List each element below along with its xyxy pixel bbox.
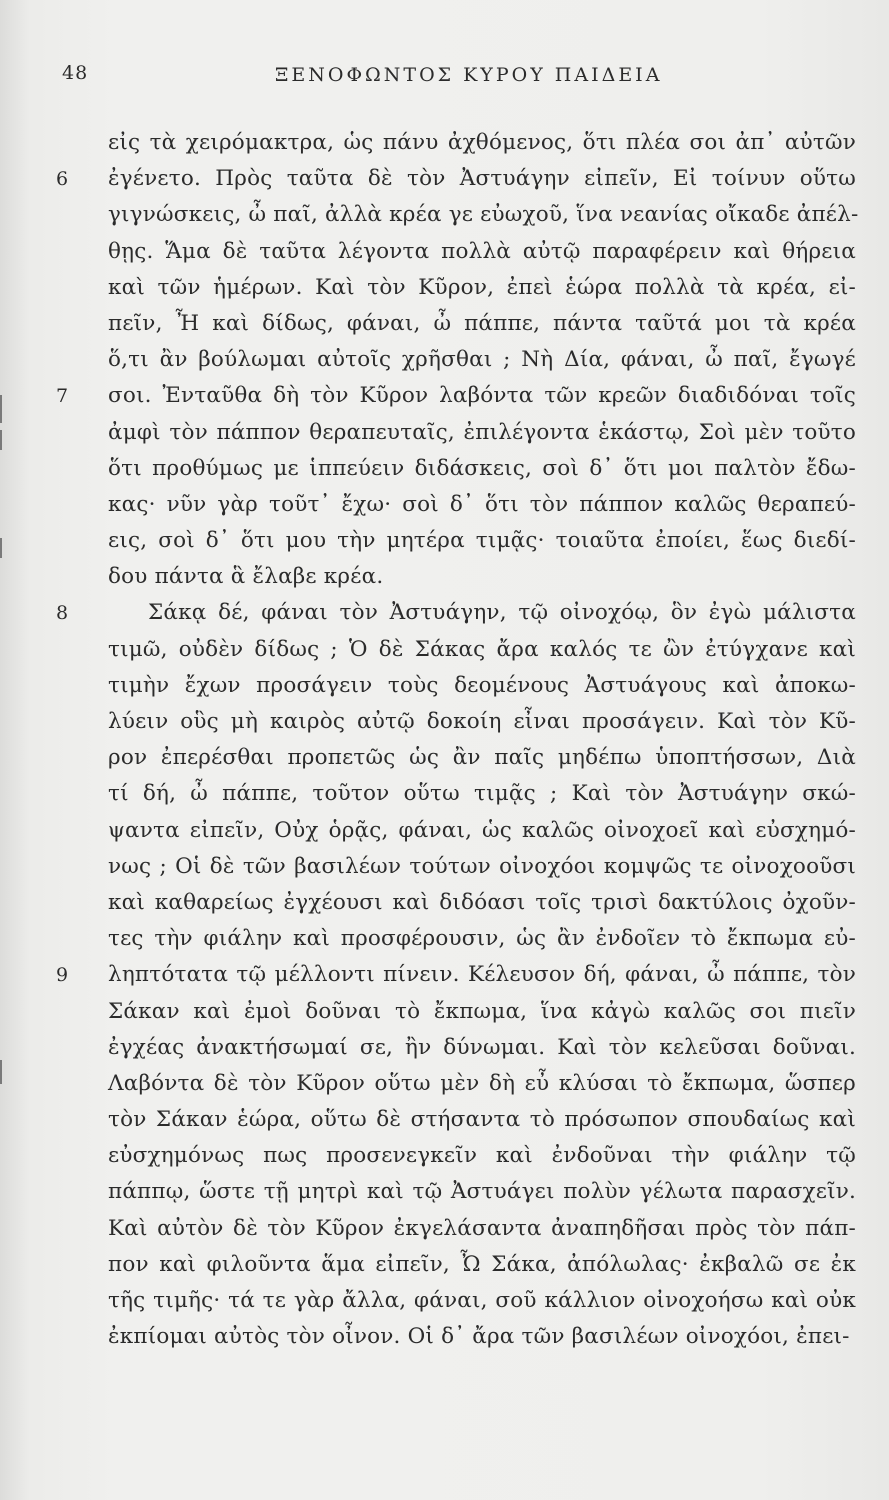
line-text: δου πάντα ἃ ἔλαβε κρέα. bbox=[108, 564, 384, 590]
text-line bbox=[108, 1138, 856, 1174]
text-line bbox=[108, 668, 856, 704]
page-header bbox=[0, 62, 889, 92]
text-line bbox=[56, 595, 856, 631]
line-text: πεῖν, Ἦ καὶ δίδως, φάναι, ὦ πάππε, πάντα ταῦτά μοι τὰ κρέα bbox=[108, 310, 856, 336]
line-text: τὸν Σάκαν ἑώρα, οὕτω δὲ στήσαντα τὸ πρόσωπον σπουδαίως καὶ bbox=[108, 1107, 856, 1133]
line-text: τιμὴν ἔχων προσάγειν τοὺς δεομένους Ἀστυάγους καὶ ἀποκω- bbox=[108, 672, 856, 698]
text-line bbox=[108, 1319, 856, 1355]
text-line bbox=[108, 559, 856, 595]
text-line bbox=[108, 306, 856, 342]
line-text: γιγνώσκεις, ὦ παῖ, ἀλλὰ κρέα γε εὐωχοῦ, ἵνα νεανίας οἴκαδε ἀπέλ- bbox=[108, 202, 859, 228]
text-line bbox=[56, 957, 856, 993]
line-text: τί δή, ὦ πάππε, τοῦτον οὕτω τιμᾷς ; Καὶ τὸν Ἀστυάγην σκώ- bbox=[108, 781, 856, 807]
line-text: πάππῳ, ὥστε τῇ μητρὶ καὶ τῷ Ἀστυάγει πολὺν γέλωτα παρασχεῖν. bbox=[108, 1179, 856, 1205]
line-text: ἐγχέας ἀνακτήσωμαί σε, ἢν δύνωμαι. Καὶ τὸν κελεῦσαι δοῦναι. bbox=[108, 1034, 856, 1060]
text-line bbox=[108, 632, 856, 668]
section-number: 7 bbox=[56, 385, 69, 408]
text-line bbox=[108, 921, 856, 957]
line-text: τιμῶ, οὐδὲν δίδως ; Ὁ δὲ Σάκας ἄρα καλός τε ὢν ἐτύγχανε καὶ bbox=[108, 636, 856, 662]
line-text: θῃς. Ἅμα δὲ ταῦτα λέγοντα πολλὰ αὐτῷ παραφέρειν καὶ θήρεια bbox=[108, 238, 856, 264]
line-text: ἐκπίομαι αὐτὸς τὸν οἶνον. Οἱ δ᾽ ἄρα τῶν βασιλέων οἰνοχόοι, ἐπει- bbox=[108, 1324, 850, 1350]
line-text: ὅτι προθύμως με ἱππεύειν διδάσκεις, σοὶ δ᾽ ὅτι μοι παλτὸν ἔδω- bbox=[108, 455, 856, 481]
text-line bbox=[108, 125, 856, 161]
line-text: Σάκαν καὶ ἐμοὶ δοῦναι τὸ ἔκπωμα, ἵνα κἀγὼ καλῶς σοι πιεῖν bbox=[108, 998, 856, 1024]
page-number: 48 bbox=[62, 62, 89, 84]
text-line bbox=[108, 451, 856, 487]
text-line bbox=[108, 523, 856, 559]
text-line bbox=[108, 994, 856, 1030]
running-title: ΞΕΝΟΦΩΝΤΟΣ ΚΥΡΟΥ ΠΑΙΔΕΙΑ bbox=[275, 64, 663, 86]
line-text: τῆς τιμῆς· τά τε γὰρ ἄλλα, φάναι, σοῦ κάλλιον οἰνοχοήσω καὶ οὐκ bbox=[108, 1288, 856, 1313]
section-number: 6 bbox=[56, 168, 69, 191]
line-text: ψαντα εἰπεῖν, Οὐχ ὁρᾷς, φάναι, ὡς καλῶς οἰνοχοεῖ καὶ εὐσχημό- bbox=[108, 817, 856, 843]
line-text: σοι. Ἐνταῦθα δὴ τὸν Κῦρον λαβόντα τῶν κρεῶν διαδιδόναι τοῖς bbox=[108, 383, 856, 409]
line-text: τες τὴν φιάλην καὶ προσφέρουσιν, ὡς ἂν ἐνδοῖεν τὸ ἔκπωμα εὐ- bbox=[108, 926, 856, 952]
text-line bbox=[108, 1102, 856, 1138]
text-line bbox=[108, 234, 856, 270]
text-line bbox=[108, 813, 856, 849]
text-line bbox=[108, 740, 856, 776]
line-text: ρον ἐπερέσθαι προπετῶς ὡς ἂν παῖς μηδέπω ὑποπτήσσων, Διὰ bbox=[108, 745, 856, 771]
line-text: ἐγένετο. Πρὸς ταῦτα δὲ τὸν Ἀστυάγην εἰπεῖν, Εἰ τοίνυν οὕτω bbox=[108, 166, 856, 192]
text-line bbox=[108, 1066, 856, 1102]
margin-mark bbox=[0, 430, 2, 450]
text-line bbox=[56, 378, 856, 414]
line-text: πον καὶ φιλοῦντα ἅμα εἰπεῖν, Ὦ Σάκα, ἀπόλωλας· ἐκβαλῶ σε ἐκ bbox=[108, 1251, 856, 1277]
margin-mark bbox=[0, 395, 2, 423]
text-line bbox=[108, 1211, 856, 1247]
margin-mark bbox=[0, 1060, 2, 1084]
section-number: 8 bbox=[56, 602, 69, 625]
text-line bbox=[108, 1174, 856, 1210]
text-line bbox=[108, 849, 856, 885]
section-number: 9 bbox=[56, 964, 69, 987]
line-text: καὶ τῶν ἡμέρων. Καὶ τὸν Κῦρον, ἐπεὶ ἑώρα πολλὰ τὰ κρέα, εἰ- bbox=[108, 274, 856, 300]
line-text: ἀμφὶ τὸν πάππον θεραπευταῖς, ἐπιλέγοντα ἑκάστῳ, Σοὶ μὲν τοῦτο bbox=[108, 419, 856, 445]
line-text: λύειν οὓς μὴ καιρὸς αὐτῷ δοκοίη εἶναι προσάγειν. Καὶ τὸν Κῦ- bbox=[108, 709, 856, 734]
line-text: Λαβόντα δὲ τὸν Κῦρον οὕτω μὲν δὴ εὖ κλύσαι τὸ ἔκπωμα, ὥσπερ bbox=[108, 1070, 856, 1096]
text-line bbox=[108, 776, 856, 812]
line-text: Καὶ αὐτὸν δὲ τὸν Κῦρον ἐκγελάσαντα ἀναπηδῆσαι πρὸς τὸν πάπ- bbox=[108, 1215, 856, 1241]
margin-mark bbox=[0, 538, 2, 558]
line-text: ὅ,τι ἂν βούλωμαι αὐτοῖς χρῆσθαι ; Νὴ Δία, φάναι, ὦ παῖ, ἔγωγέ bbox=[108, 347, 856, 373]
text-line bbox=[108, 342, 856, 378]
line-text: Σάκᾳ δέ, φάναι τὸν Ἀστυάγην, τῷ οἰνοχόῳ, ὃν ἐγὼ μάλιστα bbox=[148, 600, 856, 626]
line-text: ληπτότατα τῷ μέλλοντι πίνειν. Κέλευσον δή, φάναι, ὦ πάππε, τὸν bbox=[108, 962, 856, 988]
line-text: καὶ καθαρείως ἐγχέουσι καὶ διδόασι τοῖς τρισὶ δακτύλοις ὀχοῦν- bbox=[108, 889, 856, 915]
line-text: εις, σοὶ δ᾽ ὅτι μου τὴν μητέρα τιμᾷς· τοιαῦτα ἐποίει, ἕως διεδί- bbox=[108, 528, 856, 554]
text-line bbox=[108, 1247, 856, 1283]
text-line bbox=[108, 1283, 856, 1319]
text-line bbox=[56, 161, 856, 197]
text-line bbox=[108, 270, 856, 306]
line-text: εἰς τὰ χειρόμακτρα, ὡς πάνυ ἀχθόμενος, ὅτι πλέα σοι ἀπ᾽ αὐτῶν bbox=[108, 130, 856, 155]
line-text: εὐσχημόνως πως προσενεγκεῖν καὶ ἐνδοῦναι τὴν φιάλην τῷ bbox=[108, 1143, 856, 1169]
text-line bbox=[108, 885, 856, 921]
line-text: κας· νῦν γὰρ τοῦτ᾽ ἔχω· σοὶ δ᾽ ὅτι τὸν πάππον καλῶς θεραπεύ- bbox=[108, 491, 856, 517]
body-text bbox=[56, 125, 859, 1355]
text-line bbox=[108, 704, 856, 740]
text-line bbox=[108, 1030, 856, 1066]
text-line bbox=[108, 487, 856, 523]
text-line bbox=[108, 415, 856, 451]
text-line bbox=[108, 197, 859, 233]
line-text: νως ; Οἱ δὲ τῶν βασιλέων τούτων οἰνοχόοι κομψῶς τε οἰνοχοοῦσι bbox=[108, 853, 856, 879]
